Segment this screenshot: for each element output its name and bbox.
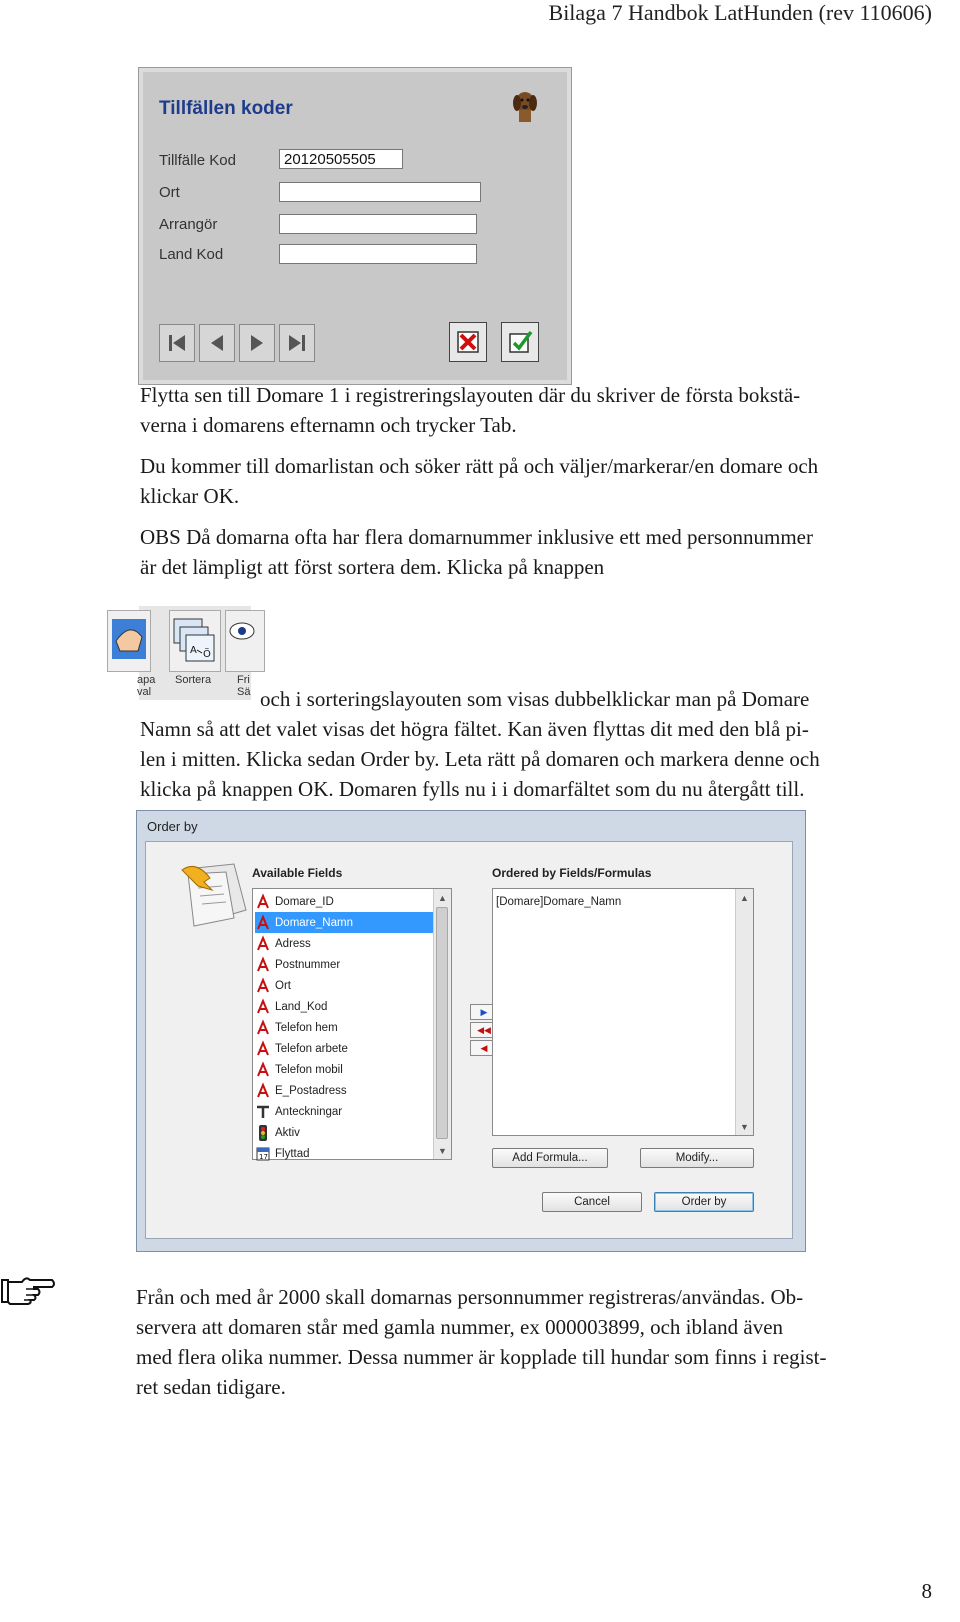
available-fields-scrollbar[interactable]	[433, 889, 451, 1159]
toolbar-button-apa[interactable]	[107, 610, 151, 672]
toolbar-button-fri[interactable]	[225, 610, 265, 672]
svg-text:17: 17	[259, 1152, 268, 1161]
ordered-fields-heading: Ordered by Fields/Formulas	[492, 866, 652, 880]
scroll-up-icon[interactable]: ▲	[740, 892, 749, 903]
dog-logo-icon	[507, 88, 543, 124]
previous-record-button[interactable]	[199, 324, 235, 362]
dialog-body	[145, 841, 793, 1239]
list-item[interactable]: [Domare]Domare_Namn	[496, 895, 622, 908]
cancel-button[interactable]	[449, 322, 487, 362]
ort-label: Ort	[159, 184, 180, 201]
text-field-icon	[255, 1062, 271, 1078]
list-item[interactable]	[255, 1080, 433, 1101]
paragraph-2	[140, 451, 940, 511]
field-name: E_Postadress	[275, 1084, 347, 1097]
order-by-button[interactable]: Order by	[654, 1192, 754, 1212]
ordered-fields-list[interactable]	[492, 888, 754, 1136]
paragraph-4	[140, 714, 940, 804]
available-fields-heading: Available Fields	[252, 866, 343, 880]
text-field-icon	[255, 1083, 271, 1099]
scroll-down-icon[interactable]: ▼	[438, 1145, 447, 1156]
tillfalle-kod-label: Tillfälle Kod	[159, 152, 236, 169]
text-field-icon	[255, 915, 271, 931]
field-name: Anteckningar	[275, 1105, 343, 1118]
double-arrow-left-icon: ◀◀	[477, 1024, 491, 1035]
next-record-icon	[246, 332, 268, 354]
label-line: Fri	[237, 674, 250, 686]
modify-button[interactable]: Modify...	[640, 1148, 754, 1168]
field-name: Aktiv	[275, 1126, 300, 1139]
ordered-fields-scrollbar[interactable]	[735, 889, 753, 1135]
dialog-title: Tillfällen koder	[159, 98, 293, 119]
text-field-icon	[255, 894, 271, 910]
text-field-icon	[255, 1041, 271, 1057]
text-field-icon	[255, 978, 271, 994]
date-field-icon	[255, 1146, 271, 1162]
scroll-up-icon[interactable]: ▲	[438, 892, 447, 903]
field-name: Telefon hem	[275, 1021, 338, 1034]
text-line: OBS Då domarna ofta har flera domarnummer inklusive ett med personnummer	[140, 525, 813, 549]
text-line: Från och med år 2000 skall domarnas personnummer registreras/användas. Ob-	[136, 1285, 804, 1309]
text-line: klickar OK.	[140, 484, 240, 508]
scroll-thumb[interactable]	[436, 907, 448, 1139]
last-record-icon	[286, 332, 308, 354]
list-item[interactable]	[255, 1059, 433, 1080]
toolbar-snippet	[139, 606, 251, 700]
field-name: Telefon mobil	[275, 1063, 343, 1076]
land-kod-label: Land Kod	[159, 246, 224, 263]
sort-documents-icon	[176, 860, 252, 932]
field-name: Land_Kod	[275, 1000, 328, 1013]
arrow-left-icon: ◀	[480, 1042, 488, 1053]
list-item[interactable]	[255, 975, 433, 996]
text-line: verna i domarens efternamn och trycker Tab.	[140, 413, 517, 437]
paragraph-1	[140, 380, 940, 440]
text-field-icon	[255, 957, 271, 973]
list-item[interactable]	[255, 1122, 433, 1143]
text-line: servera att domaren står med gamla nummer, ex 000003899, och ibland även	[136, 1315, 784, 1339]
cancel-button[interactable]: Cancel	[542, 1192, 642, 1212]
arrangor-label: Arrangör	[159, 216, 218, 233]
green-check-icon	[506, 328, 534, 356]
field-name: Adress	[275, 937, 311, 950]
list-item[interactable]	[255, 891, 433, 912]
list-item[interactable]	[255, 1038, 433, 1059]
label-line: val	[137, 686, 152, 698]
text-line: len i mitten. Klicka sedan Order by. Leta rätt på domaren och markera denne och	[140, 747, 820, 771]
dialog-title: Order by	[147, 819, 198, 834]
text-field-icon	[255, 999, 271, 1015]
first-record-button[interactable]	[159, 324, 195, 362]
first-record-icon	[166, 332, 188, 354]
list-item[interactable]	[255, 1017, 433, 1038]
toolbar-label-fri	[237, 674, 250, 698]
order-by-dialog	[136, 810, 806, 1252]
svg-text:Ö: Ö	[203, 649, 211, 660]
list-item[interactable]	[255, 1101, 433, 1122]
add-formula-button[interactable]: Add Formula...	[492, 1148, 608, 1168]
arrow-right-icon: ▶	[480, 1006, 488, 1017]
field-name: Telefon arbete	[275, 1042, 348, 1055]
toolbar-label-sortera: Sortera	[175, 674, 212, 686]
arrangor-input[interactable]	[279, 214, 477, 234]
eye-icon	[226, 611, 256, 651]
memo-field-icon	[255, 1104, 271, 1120]
field-name: Domare_ID	[275, 895, 334, 908]
text-line: med flera olika nummer. Dessa nummer är kopplade till hundar som finns i regist-	[136, 1345, 827, 1369]
text-field-icon	[255, 936, 271, 952]
text-line: Namn så att det valet visas det högra fältet. Kan även flyttas dit med den blå pi-	[140, 717, 809, 741]
text-line: Flytta sen till Domare 1 i registreringslayouten där du skriver de första bokstä-	[140, 383, 801, 407]
hand-tool-icon	[108, 611, 148, 667]
ok-button[interactable]	[501, 322, 539, 362]
text-line: klicka på knappen OK. Domaren fylls nu i i domarfältet som du nu återgått till.	[140, 777, 805, 801]
svg-text:A: A	[190, 645, 197, 656]
tillfallen-koder-dialog	[139, 68, 571, 384]
tillfalle-kod-input[interactable]: 20120505505	[279, 149, 403, 169]
text-line: Du kommer till domarlistan och söker rätt på och väljer/markerar/en domare och	[140, 454, 819, 478]
previous-record-icon	[206, 332, 228, 354]
text-line: är det lämpligt att först sortera dem. Klicka på knappen	[140, 555, 605, 579]
sort-records-icon	[170, 611, 220, 669]
scroll-down-icon[interactable]: ▼	[740, 1121, 749, 1132]
list-item-selected[interactable]	[255, 912, 433, 933]
label-line: Sä	[237, 686, 251, 698]
page-number: 8	[921, 1579, 932, 1603]
paragraph-4-first-line: och i sorteringslayouten som visas dubbelklickar man på Domare	[260, 687, 810, 711]
list-item[interactable]	[255, 954, 433, 975]
red-x-icon	[454, 328, 482, 356]
available-fields-list[interactable]	[252, 888, 452, 1160]
sortera-button[interactable]	[169, 610, 221, 672]
list-item[interactable]	[255, 1143, 433, 1164]
paragraph-5-note	[136, 1282, 936, 1402]
field-name: Domare_Namn	[275, 916, 353, 929]
field-name: Flyttad	[275, 1147, 310, 1160]
page-header: Bilaga 7 Handbok LatHunden (rev 110606)	[548, 0, 932, 25]
last-record-button[interactable]	[279, 324, 315, 362]
next-record-button[interactable]	[239, 324, 275, 362]
boolean-field-icon	[255, 1125, 271, 1141]
toolbar-label-apa	[137, 674, 155, 698]
text-field-icon	[255, 1020, 271, 1036]
paragraph-3	[140, 522, 940, 582]
pointing-hand-icon	[0, 1272, 56, 1308]
label-line: apa	[137, 674, 156, 686]
ort-input[interactable]	[279, 182, 481, 202]
list-item[interactable]	[255, 933, 433, 954]
land-kod-input[interactable]	[279, 244, 477, 264]
field-name: Postnummer	[275, 958, 341, 971]
field-name: Ort	[275, 979, 291, 992]
list-item[interactable]	[255, 996, 433, 1017]
text-line: ret sedan tidigare.	[136, 1375, 286, 1399]
